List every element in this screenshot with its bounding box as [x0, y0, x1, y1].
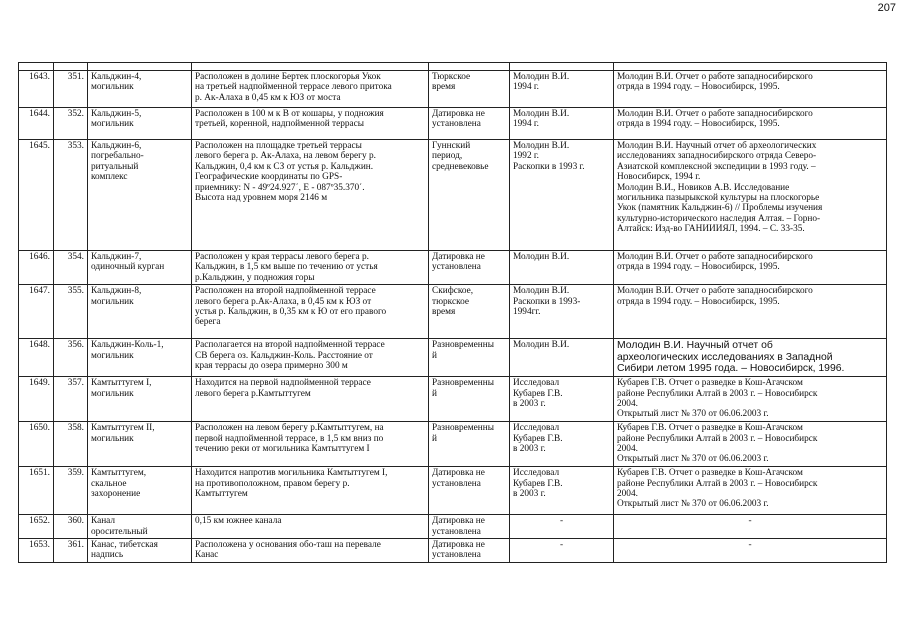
literature-cell: Кубарев Г.В. Отчет о разведке в Кош-Агачском районе Республики Алтай в 2003 г. – Новосибирск 2004. Открытый лист № 370 от 06.06.2003 г.	[614, 467, 887, 515]
dating-cell: Разновременны й	[429, 377, 510, 422]
table-row	[19, 251, 887, 285]
researcher-cell: Молодин В.И. 1994 г.	[510, 71, 614, 108]
dating-cell: Разновременны й	[429, 339, 510, 377]
row-number-cell: 1652.	[19, 515, 54, 539]
researcher-cell: -	[510, 539, 614, 563]
table-row	[19, 108, 887, 140]
dating-cell: Датировка не установлена	[429, 108, 510, 140]
table-row	[19, 539, 887, 563]
header-cell	[429, 63, 510, 71]
researcher-cell: Исследовал Кубарев Г.В. в 2003 г.	[510, 422, 614, 467]
literature-cell: Молодин В.И. Отчет о работе западносибирского отряда в 1994 году. – Новосибирск, 1995.	[614, 108, 887, 140]
dating-cell: Скифское, тюркское время	[429, 285, 510, 339]
location-cell: Расположен на левом берегу р.Камтыттугем, на первой надпойменной террасе, в 1,5 км вниз по течению реки от могильника Камтыттугем I	[192, 422, 429, 467]
table-row	[19, 422, 887, 467]
table-row	[19, 467, 887, 515]
monument-name-cell: Кальджин-4, могильник	[88, 71, 192, 108]
row-subnumber-cell: 355.	[54, 285, 88, 339]
literature-cell: Молодин В.И. Отчет о работе западносибирского отряда в 1994 году. – Новосибирск, 1995.	[614, 71, 887, 108]
monument-name-cell: Камтыттугем I, могильник	[88, 377, 192, 422]
table-header-row	[19, 63, 887, 71]
row-number-cell: 1644.	[19, 108, 54, 140]
header-cell	[88, 63, 192, 71]
page-number: 207	[877, 2, 896, 14]
monument-name-cell: Канал оросительный	[88, 515, 192, 539]
location-cell: Находится напротив могильника Камтыттугем I, на противоположном, правом берегу р. Камтыттугем	[192, 467, 429, 515]
header-cell	[614, 63, 887, 71]
row-number-cell: 1646.	[19, 251, 54, 285]
dating-cell: Датировка не установлена	[429, 539, 510, 563]
location-cell: Расположен на площадке третьей террасы левого берега р. Ак-Алаха, на левом берегу р. Кальджин, 0,4 км к СЗ от устья р. Кальджин. Географические координаты по GPS- приемнику: N - 49º24.927΄, E - 087º35.370΄. Высота над уровнем моря 2146 м	[192, 140, 429, 251]
row-subnumber-cell: 359.	[54, 467, 88, 515]
location-cell: Расположена у основания обо-таш на перевале Канас	[192, 539, 429, 563]
header-cell	[510, 63, 614, 71]
row-subnumber-cell: 361.	[54, 539, 88, 563]
literature-cell: -	[614, 539, 887, 563]
literature-cell: Кубарев Г.В. Отчет о разведке в Кош-Агачском районе Республики Алтай в 2003 г. – Новосибирск 2004. Открытый лист № 370 от 06.06.2003 г.	[614, 422, 887, 467]
row-number-cell: 1643.	[19, 71, 54, 108]
row-number-cell: 1647.	[19, 285, 54, 339]
row-subnumber-cell: 354.	[54, 251, 88, 285]
researcher-cell: Молодин В.И. 1994 г.	[510, 108, 614, 140]
researcher-cell: Молодин В.И.	[510, 339, 614, 377]
table-row	[19, 339, 887, 377]
monument-name-cell: Кальджин-8, могильник	[88, 285, 192, 339]
table-row	[19, 140, 887, 251]
row-subnumber-cell: 358.	[54, 422, 88, 467]
monument-register-table	[18, 62, 887, 563]
location-cell: 0,15 км южнее канала	[192, 515, 429, 539]
researcher-cell: Молодин В.И. Раскопки в 1993- 1994гг.	[510, 285, 614, 339]
monument-name-cell: Кальджин-Коль-1, могильник	[88, 339, 192, 377]
table-row	[19, 515, 887, 539]
researcher-cell: Исследовал Кубарев Г.В. в 2003 г.	[510, 467, 614, 515]
row-number-cell: 1653.	[19, 539, 54, 563]
monument-name-cell: Камтыттугем, скальное захоронение	[88, 467, 192, 515]
table-row	[19, 285, 887, 339]
dating-cell: Тюркское время	[429, 71, 510, 108]
dating-cell: Разновременны й	[429, 422, 510, 467]
location-cell: Находится на первой надпойменной террасе левого берега р.Камтыттугем	[192, 377, 429, 422]
researcher-cell: Молодин В.И.	[510, 251, 614, 285]
dating-cell: Датировка не установлена	[429, 467, 510, 515]
literature-cell: Молодин В.И. Научный отчет об археологических исследованиях в Западной Сибири летом 1995 года. – Новосибирск, 1996.	[614, 339, 887, 377]
location-cell: Располагается на второй надпойменной террасе СВ берега оз. Кальджин-Коль. Расстояние от края террасы до озера примерно 300 м	[192, 339, 429, 377]
literature-cell: Молодин В.И. Отчет о работе западносибирского отряда в 1994 году. – Новосибирск, 1995.	[614, 251, 887, 285]
literature-cell: Молодин В.И. Отчет о работе западносибирского отряда в 1994 году. – Новосибирск, 1995.	[614, 285, 887, 339]
researcher-cell: -	[510, 515, 614, 539]
row-subnumber-cell: 357.	[54, 377, 88, 422]
header-cell	[19, 63, 54, 71]
table-row	[19, 377, 887, 422]
dating-cell: Гуннский период, средневековье	[429, 140, 510, 251]
header-cell	[54, 63, 88, 71]
monument-name-cell: Кальджин-5, могильник	[88, 108, 192, 140]
row-subnumber-cell: 353.	[54, 140, 88, 251]
row-number-cell: 1648.	[19, 339, 54, 377]
literature-cell: Молодин В.И. Научный отчет об археологических исследованиях западносибирского отряда Северо- Азиатской комплексной экспедиции в 1993 году. – Новосибирск, 1994 г. Молодин В.И., Новиков А.В. Исследование могильника пазырыкской культуры на плоскогорье Укок (памятник Кальджин-6) // Проблемы изучения культурно-исторического наследия Алтая. – Горно- Алтайск: Изд-во ГАНИИИЯЛ, 1994. – С. 33-35.	[614, 140, 887, 251]
monument-name-cell: Кальджин-6, погребально- ритуальный комплекс	[88, 140, 192, 251]
row-subnumber-cell: 356.	[54, 339, 88, 377]
row-subnumber-cell: 351.	[54, 71, 88, 108]
literature-cell: -	[614, 515, 887, 539]
row-number-cell: 1650.	[19, 422, 54, 467]
researcher-cell: Исследовал Кубарев Г.В. в 2003 г.	[510, 377, 614, 422]
location-cell: Расположен в долине Бертек плоскогорья Укок на третьей надпойменной террасе левого притока р. Ак-Алаха в 0,45 км к ЮЗ от моста	[192, 71, 429, 108]
row-number-cell: 1645.	[19, 140, 54, 251]
monument-name-cell: Кальджин-7, одиночный курган	[88, 251, 192, 285]
location-cell: Расположен на второй надпойменной террасе левого берега р.Ак-Алаха, в 0,45 км к ЮЗ от устья р. Кальджин, в 0,35 км к Ю от его правого берега	[192, 285, 429, 339]
researcher-cell: Молодин В.И. 1992 г. Раскопки в 1993 г.	[510, 140, 614, 251]
monument-name-cell: Канас, тибетская надпись	[88, 539, 192, 563]
literature-cell: Кубарев Г.В. Отчет о разведке в Кош-Агачском районе Республики Алтай в 2003 г. – Новосибирск 2004. Открытый лист № 370 от 06.06.2003 г.	[614, 377, 887, 422]
dating-cell: Датировка не установлена	[429, 251, 510, 285]
location-cell: Расположен в 100 м к В от кошары, у подножия третьей, коренной, надпойменной террасы	[192, 108, 429, 140]
table-row	[19, 71, 887, 108]
row-number-cell: 1651.	[19, 467, 54, 515]
row-subnumber-cell: 360.	[54, 515, 88, 539]
row-number-cell: 1649.	[19, 377, 54, 422]
monument-name-cell: Камтыттугем II, могильник	[88, 422, 192, 467]
location-cell: Расположен у края террасы левого берега р. Кальджин, в 1,5 км выше по течению от устья р.Кальджин, у подножия горы	[192, 251, 429, 285]
row-subnumber-cell: 352.	[54, 108, 88, 140]
header-cell	[192, 63, 429, 71]
dating-cell: Датировка не установлена	[429, 515, 510, 539]
